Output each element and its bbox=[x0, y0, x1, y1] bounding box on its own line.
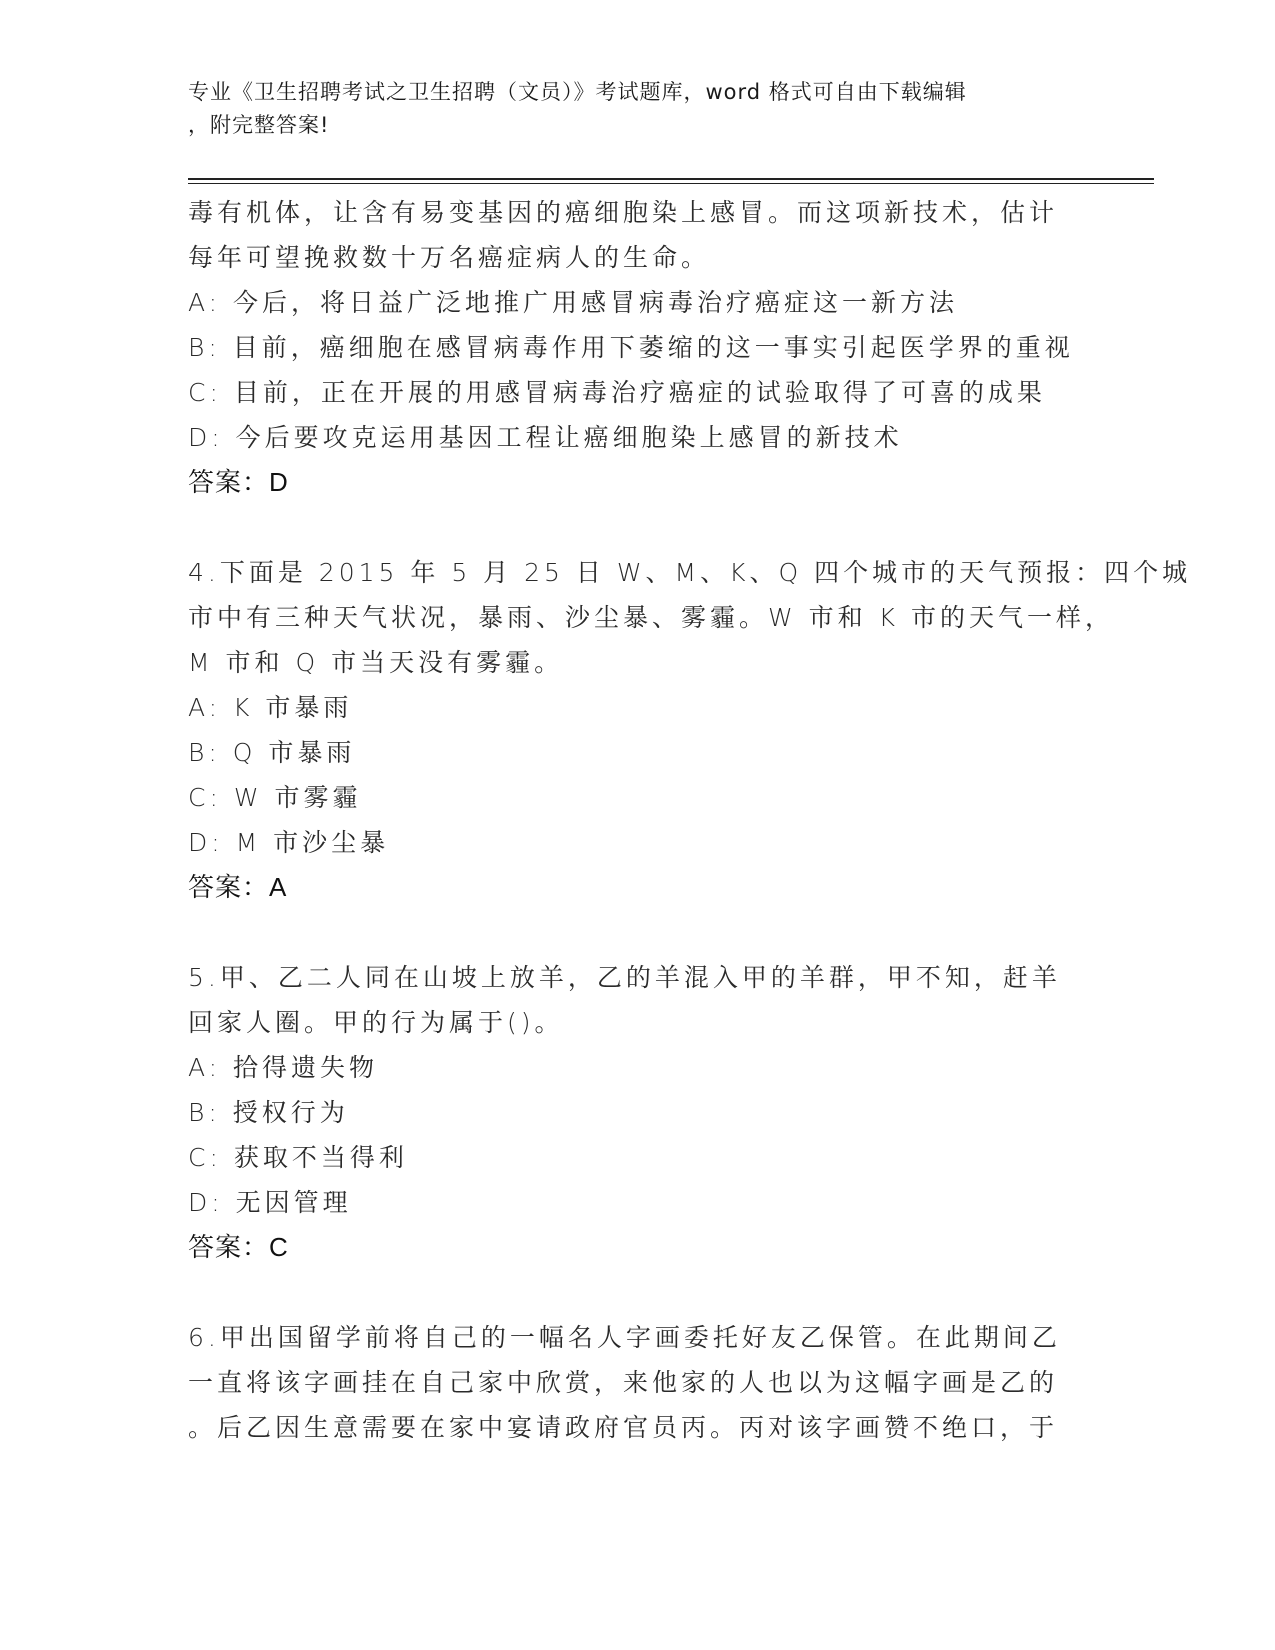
question-4 bbox=[188, 550, 1192, 910]
option-d: D: 今后要攻克运用基因工程让癌细胞染上感冒的新技术 bbox=[188, 423, 903, 452]
document-body bbox=[188, 190, 1192, 1450]
question-6 bbox=[188, 1315, 1088, 1450]
question-stem-line: M 市和 Q 市当天没有雾霾。 bbox=[188, 648, 564, 677]
question-3 bbox=[188, 190, 1088, 505]
option-b: B: 目前，癌细胞在感冒病毒作用下萎缩的这一事实引起医学界的重视 bbox=[188, 333, 1074, 362]
header-line-2: ，附完整答案! bbox=[188, 113, 330, 137]
option-a: A: 今后，将日益广泛地推广用感冒病毒治疗癌症这一新方法 bbox=[188, 288, 959, 317]
option-c: C: W 市雾霾 bbox=[188, 783, 362, 812]
option-b: B: Q 市暴雨 bbox=[188, 738, 356, 767]
header-divider bbox=[188, 178, 1154, 180]
option-c: C: 目前，正在开展的用感冒病毒治疗癌症的试验取得了可喜的成果 bbox=[188, 378, 1046, 407]
document-header bbox=[188, 76, 1068, 142]
question-stem-line: 。后乙因生意需要在家中宴请政府官员丙。丙对该字画赞不绝口，于 bbox=[188, 1413, 1059, 1442]
option-c: C: 获取不当得利 bbox=[188, 1143, 408, 1172]
spacer bbox=[188, 910, 1088, 955]
option-a: A: K 市暴雨 bbox=[188, 693, 353, 722]
option-b: B: 授权行为 bbox=[188, 1098, 349, 1127]
question-stem-line: 一直将该字画挂在自己家中欣赏，来他家的人也以为这幅字画是乙的 bbox=[188, 1368, 1059, 1397]
header-line-1: 专业《卫生招聘考试之卫生招聘（文员）》考试题库，word 格式可自由下载编辑 bbox=[188, 80, 967, 104]
question-stem-line: 4.下面是 2015 年 5 月 25 日 W、M、K、Q 四个城市的天气预报：四个城 bbox=[188, 558, 1192, 587]
question-stem-line: 回家人圈。甲的行为属于()。 bbox=[188, 1008, 564, 1037]
question-stem-line: 毒有机体，让含有易变基因的癌细胞染上感冒。而这项新技术，估计 bbox=[188, 198, 1059, 227]
answer-label: 答案：C bbox=[188, 1232, 289, 1262]
question-stem-line: 5.甲、乙二人同在山坡上放羊，乙的羊混入甲的羊群，甲不知，赶羊 bbox=[188, 963, 1061, 992]
option-a: A: 拾得遗失物 bbox=[188, 1053, 379, 1082]
question-stem-line: 市中有三种天气状况，暴雨、沙尘暴、雾霾。W 市和 K 市的天气一样， bbox=[188, 603, 1114, 632]
spacer bbox=[188, 1270, 1088, 1315]
question-stem-line: 每年可望挽救数十万名癌症病人的生命。 bbox=[188, 243, 711, 272]
answer-label: 答案：D bbox=[188, 467, 289, 497]
option-d: D: 无因管理 bbox=[188, 1188, 352, 1217]
spacer bbox=[188, 505, 1088, 550]
question-stem-line: 6.甲出国留学前将自己的一幅名人字画委托好友乙保管。在此期间乙 bbox=[188, 1323, 1061, 1352]
question-5 bbox=[188, 955, 1088, 1270]
option-d: D: M 市沙尘暴 bbox=[188, 828, 390, 857]
header-divider-thin bbox=[188, 183, 1154, 184]
answer-label: 答案：A bbox=[188, 872, 288, 902]
